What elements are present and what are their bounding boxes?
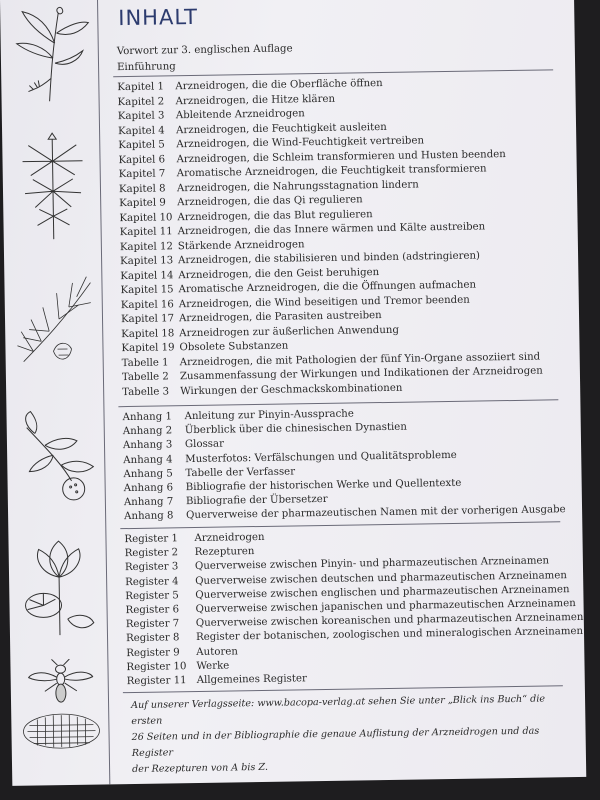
chapter-row [119,179,419,195]
chapter-title: Arzneidrogen, die Schleim transformieren und Husten beenden [176,148,506,165]
register-title: Rezepturen [194,546,255,559]
register-title: Querverweise zwischen englischen und pharmazeutischen Arzneinamen [195,583,570,601]
chapter-number: Kapitel 3 [117,110,165,123]
footer-line: 26 Seiten und in der Bibliographie die genaue Auflistung der Arzneidrogen und das Register [131,725,540,760]
chapter-number: Tabelle 1 [121,356,169,369]
chapter-number: Kapitel 12 [119,240,174,253]
appendix-title: Querverweise der pharmazeutischen Namen mit der vorherigen Ausgabe [186,504,566,522]
appendix-number: Anhang 7 [123,496,174,509]
chapter-number: Kapitel 18 [121,327,175,340]
register-number: Register 6 [125,604,180,617]
chapter-title: Arzneidrogen, die stabilisieren und binden (adstringieren) [178,250,481,267]
chapter-row [119,194,363,209]
chapter-title: Stärkende Arzneidrogen [177,238,305,252]
chapter-number: Kapitel 6 [118,153,166,166]
register-number: Register 1 [124,533,178,546]
register-title: Querverweise zwischen japanischen und pharmazeutischen Arzneinamen [195,598,576,616]
register-row [126,646,238,659]
register-title: Autoren [196,645,238,658]
section-divider [120,521,560,529]
appendix-row [123,466,295,480]
chapter-title: Arzneidrogen zur äußerlichen Anwendung [179,324,400,339]
appendix-row [123,422,407,437]
chapter-title: Arzneidrogen, die Feuchtigkeit ausleiten [175,121,387,136]
register-row [125,546,255,559]
register-number: Register 3 [124,561,179,574]
appendix-number: Anhang 3 [122,439,173,452]
wasp-icon [18,658,103,707]
chapter-number: Tabelle 3 [122,385,170,398]
chapter-row [119,209,372,224]
chapter-title: Arzneidrogen, die Hitze klären [175,93,336,107]
register-number: Register 7 [125,618,180,631]
chapter-row [118,108,305,122]
footer-line: Auf unserer Verlagsseite: www.bacopa-verlag.at sehen Sie unter „Blick ins Buch“ die ersten [131,693,546,728]
register-title: Querverweise zwischen Pinyin- und pharmazeutischen Arzneinamen [194,555,550,573]
register-title: Querverweise zwischen deutschen und pharmazeutischen Arzneinamen [195,569,567,587]
chapter-row [120,267,379,282]
chapter-title: Wirkungen der Geschmackskombinationen [180,382,403,397]
appendix-number: Anhang 8 [124,510,174,523]
chapter-row [122,366,543,384]
appendix-title: Anleitung zur Pinyin-Aussprache [184,408,354,423]
appendix-title: Bibliografie der historischen Werke und Quellentexte [185,477,462,494]
register-number: Register 10 [126,660,187,673]
illustration-rail [0,0,110,786]
appendix-row [122,408,353,423]
register-title: Werke [196,660,230,672]
register-title: Allgemeines Register [196,673,307,686]
chapter-row [118,121,387,136]
chapter-row [120,280,476,297]
appendix-row [123,439,224,452]
chapter-title: Aromatische Arzneidrogen, die Feuchtigkeit transformieren [176,163,487,180]
chapter-number: Kapitel 15 [120,284,174,297]
chapter-number: Kapitel 10 [119,211,173,224]
register-number: Register 2 [124,547,179,560]
chapter-row [117,78,382,93]
chapter-title: Arzneidrogen, die das Innere wärmen und Kälte austreiben [177,221,486,238]
lotus-icon [16,536,102,637]
page-title: INHALT [118,4,199,31]
plant-sprig-icon [8,3,94,104]
chapter-row [121,310,382,325]
appendix-number: Anhang 1 [122,411,173,424]
chapter-row [118,93,336,107]
appendix-row [124,494,328,508]
appendix-title: Bibliografie der Übersetzer [185,494,328,508]
chapter-row [120,221,486,238]
chapter-title: Aromatische Arzneidrogen, die die Öffnungen aufmachen [178,279,477,296]
chapter-row [120,250,480,267]
chapter-row [119,163,487,180]
chapter-title: Arzneidrogen, die Wind beseitigen und Tremor beenden [178,294,470,310]
chapter-title: Arzneidrogen, die das Qi regulieren [177,194,363,209]
chapter-number: Kapitel 1 [117,81,165,94]
chapter-title: Arzneidrogen, die mit Pathologien der fünf Yin-Organe assoziiert sind [179,351,541,368]
chapter-title: Zusammenfassung der Wirkungen und Indikationen der Arzneidrogen [179,365,543,383]
chapter-number: Kapitel 13 [120,255,174,268]
hemp-plant-icon [10,131,96,242]
register-title: Arzneidrogen [194,531,265,545]
chapter-title: Arzneidrogen, die den Geist beruhigen [178,266,380,281]
chapter-title: Arzneidrogen, die Parasiten austreiben [178,310,382,325]
chapter-number: Kapitel 7 [118,168,166,181]
appendix-row [123,449,457,465]
appendix-number: Anhang 2 [122,425,173,438]
chapter-number: Kapitel 9 [119,197,166,210]
appendix-title: Tabelle der Verfasser [185,466,296,479]
footer-line: der Rezepturen von A bis Z. [132,761,269,776]
register-number: Register 9 [126,646,180,659]
chapter-title: Arzneidrogen, die Wind-Feuchtigkeit vertreiben [176,135,425,151]
honeycomb-icon [19,710,104,751]
chapter-number: Kapitel 14 [120,269,174,282]
register-number: Register 4 [125,575,179,588]
register-title: Querverweise zwischen koreanischen und pharmazeutischen Arzneinamen [195,612,584,630]
chapter-title: Obsolete Substanzen [179,340,289,354]
appendix-row [124,478,462,494]
chapter-row [121,341,288,355]
register-number: Register 11 [126,675,187,688]
register-number: Register 8 [125,632,180,645]
chapter-number: Kapitel 8 [118,182,166,195]
appendix-number: Anhang 5 [123,468,173,480]
chapter-row [122,382,402,397]
chapter-row [120,239,305,253]
chapter-row [121,324,399,339]
toc-intro: Einführung [116,61,176,74]
chapter-row [121,294,470,310]
footer-note [131,691,562,778]
register-row [126,660,229,673]
appendix-title: Überblick über die chinesischen Dynastien [184,421,407,437]
toc-preface: Vorwort zur 3. englischen Auflage [116,43,293,58]
chapter-title: Arzneidrogen, die die Oberfläche öffnen [175,77,383,93]
register-title: Register der botanischen, zoologischen und mineralogischen Arzneinamen [195,626,584,644]
section-divider [113,69,553,77]
register-row [127,673,307,687]
citrus-branch-icon [14,407,100,508]
chapter-title: Arzneidrogen, die das Blut regulieren [177,208,373,223]
chapter-number: Kapitel 16 [120,298,174,311]
chapter-number: Kapitel 17 [120,313,175,326]
chapter-number: Kapitel 5 [118,139,165,152]
chapter-number: Kapitel 19 [121,342,175,355]
chapter-number: Kapitel 4 [117,124,165,137]
register-row [124,532,264,545]
appendix-number: Anhang 6 [123,482,174,495]
appendix-title: Musterfotos: Verfälschungen und Qualitätsprobleme [185,449,457,465]
appendix-number: Anhang 4 [123,453,173,466]
register-number: Register 5 [125,590,179,602]
chapter-title: Ableitende Arzneidrogen [175,108,305,122]
chapter-row [118,135,424,151]
chapter-number: Kapitel 11 [119,226,173,239]
chapter-title: Arzneidrogen, die Nahrungsstagnation lindern [176,178,419,194]
section-divider [118,399,558,407]
chapter-number: Kapitel 2 [117,95,165,108]
appendix-title: Glossar [184,438,225,451]
pine-branch-icon [12,271,98,372]
chapter-number: Tabelle 2 [121,371,169,384]
